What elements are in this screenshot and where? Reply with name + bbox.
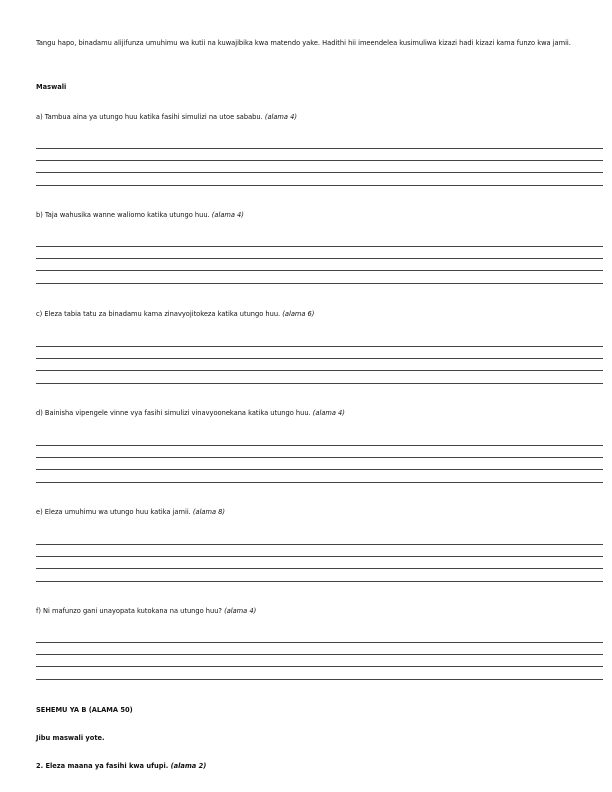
question-a — [36, 112, 602, 122]
question-a-marks: (alama 4) — [264, 112, 297, 121]
question-d — [36, 408, 602, 418]
question-f — [36, 606, 602, 616]
question-b-marks: (alama 4) — [211, 210, 244, 219]
question-a-text: a) Tambua aina ya utungo huu katika fasihi simulizi na utoe sababu. — [36, 112, 263, 121]
question-e-text: e) Eleza umuhimu wa utungo huu katika jamii. — [36, 507, 191, 516]
question-2-marks: (alama 2) — [170, 761, 207, 770]
question-b — [36, 210, 602, 220]
question-e — [36, 507, 602, 517]
section-b-instruction: Jibu maswali yote. — [36, 733, 105, 742]
question-b-text: b) Taja wahusika wanne waliomo katika utungo huu. — [36, 210, 210, 219]
question-f-marks: (alama 4) — [224, 606, 257, 615]
question-c-marks: (alama 6) — [282, 309, 315, 318]
question-c — [36, 309, 602, 319]
question-d-marks: (alama 4) — [312, 408, 345, 417]
section-b-title: SEHEMU YA B (ALAMA 50) — [36, 705, 133, 714]
question-2 — [36, 761, 602, 771]
questions-heading: Maswali — [36, 82, 67, 91]
intro-paragraph: Tangu hapo, binadamu alijifunza umuhimu wa kutii na kuwajibika kwa matendo yake. Hadithi hii imeendelea kusimuliwa kizazi hadi kizazi kama funzo kwa jamii. — [36, 38, 571, 47]
question-d-text: d) Bainisha vipengele vinne vya fasihi simulizi vinavyoonekana katika utungo huu. — [36, 408, 311, 417]
question-e-marks: (alama 8) — [192, 507, 225, 516]
question-2-text: 2. Eleza maana ya fasihi kwa ufupi. — [36, 761, 169, 770]
question-c-text: c) Eleza tabia tatu za binadamu kama zinavyojitokeza katika utungo huu. — [36, 309, 281, 318]
question-f-text: f) Ni mafunzo gani unayopata kutokana na utungo huu? — [36, 606, 222, 615]
